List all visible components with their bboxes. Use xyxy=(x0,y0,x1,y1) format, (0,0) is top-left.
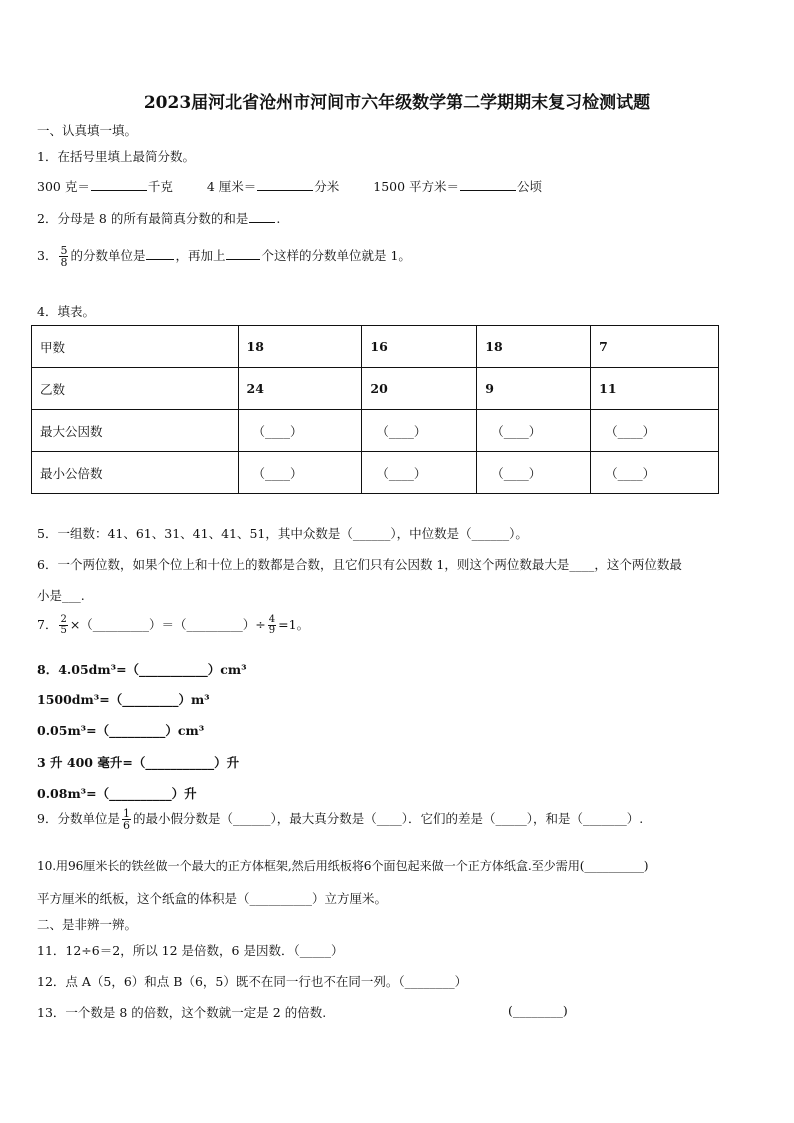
q3-blank-1[interactable] xyxy=(146,247,174,260)
q2-end: . xyxy=(276,211,281,226)
table-cell: 9 xyxy=(477,368,591,410)
row-label: 最大公因数 xyxy=(32,410,239,452)
table-cell: 18 xyxy=(477,326,591,368)
row-label: 乙数 xyxy=(32,368,239,410)
q9-fraction-numerator: 1 xyxy=(122,807,130,820)
table-cell: 11 xyxy=(591,368,719,410)
q7-fraction-2 xyxy=(268,615,276,636)
table-cell: 7 xyxy=(591,326,719,368)
question-8-line-3: 0.05m³=（_________）cm³ xyxy=(37,723,205,738)
q7-f2-numerator: 4 xyxy=(268,614,276,625)
question-5: 5．一组数：41、61、31、41、41、51，其中众数是（______），中位数是（______）。 xyxy=(37,526,528,541)
table-row xyxy=(32,368,719,410)
q3-fraction-numerator: 5 xyxy=(60,244,68,257)
section-heading-1: 一、认真填一填。 xyxy=(37,123,138,138)
question-13: 13．一个数是 8 的倍数，这个数就一定是 2 的倍数. xyxy=(37,1005,327,1020)
q7-number: 7． xyxy=(37,617,58,632)
q1-a-suffix: 千克 xyxy=(147,179,173,194)
table-cell: 18 xyxy=(238,326,362,368)
page-title: 2023届河北省沧州市河间市六年级数学第二学期期末复习检测试题 xyxy=(143,93,651,113)
answer-blank[interactable]: （____） xyxy=(362,410,477,452)
question-6-line-1: 6．一个两位数，如果个位上和十位上的数都是合数，且它们只有公因数 1，则这个两位数最大是____，这个两位数最 xyxy=(37,557,682,572)
question-3 xyxy=(37,245,411,268)
question-2 xyxy=(37,209,280,227)
q9-fraction xyxy=(122,808,131,831)
q1-a-prefix: 300 克＝ xyxy=(37,179,90,194)
question-8-line-1: 8．4.05dm³=（___________）cm³ xyxy=(37,662,247,677)
q3-text-a: 的分数单位是 xyxy=(70,248,146,263)
question-10-line-1: 10.用96厘米长的铁丝做一个最大的正方体框架,然后用纸板将6个面包起来做一个正方体纸盒.至少需用(__________) xyxy=(37,859,649,873)
question-8-line-2: 1500dm³=（_________）m³ xyxy=(37,692,210,707)
answer-blank[interactable]: （____） xyxy=(362,452,477,494)
q3-fraction xyxy=(59,245,68,268)
question-7 xyxy=(37,615,309,636)
q3-text-c: 个这样的分数单位就是 1。 xyxy=(261,248,411,263)
table-row xyxy=(32,326,719,368)
q1-c-suffix: 公顷 xyxy=(517,179,543,194)
q9-prefix: 9．分数单位是 xyxy=(37,811,120,826)
q7-fraction-1 xyxy=(59,615,67,636)
question-6-line-2: 小是___. xyxy=(37,588,85,603)
q3-text-b: ，再加上 xyxy=(175,248,226,263)
q7-f2-denominator: 9 xyxy=(268,625,276,636)
answer-blank[interactable]: （____） xyxy=(477,452,591,494)
q1-c-blank[interactable] xyxy=(460,178,516,191)
question-13-blank[interactable]: (________) xyxy=(508,1003,568,1018)
q3-blank-2[interactable] xyxy=(226,247,260,260)
table-cell: 16 xyxy=(362,326,477,368)
question-4: 4．填表。 xyxy=(37,304,95,319)
table-cell: 20 xyxy=(362,368,477,410)
answer-blank[interactable]: （____） xyxy=(477,410,591,452)
q7-f1-denominator: 5 xyxy=(60,625,67,636)
table-row xyxy=(32,452,719,494)
q9-text: 的最小假分数是（______），最大真分数是（____）．它们的差是（_____），和是（_______）. xyxy=(132,811,644,826)
q1-b-suffix: 分米 xyxy=(314,179,340,194)
question-8-line-4: 3 升 400 毫升=（___________）升 xyxy=(37,755,240,770)
section-heading-2: 二、是非辨一辨。 xyxy=(37,917,138,932)
q3-fraction-denominator: 8 xyxy=(60,256,68,269)
q7-end: =1。 xyxy=(278,617,310,632)
gcd-lcm-table xyxy=(31,325,719,494)
q1-c-prefix: 1500 平方米＝ xyxy=(373,179,460,194)
answer-blank[interactable]: （____） xyxy=(238,452,362,494)
row-label: 最小公倍数 xyxy=(32,452,239,494)
q2-blank[interactable] xyxy=(249,210,275,223)
row-label: 甲数 xyxy=(32,326,239,368)
answer-blank[interactable]: （____） xyxy=(591,410,719,452)
answer-blank[interactable]: （____） xyxy=(591,452,719,494)
q7-f1-numerator: 2 xyxy=(60,614,67,625)
table-row xyxy=(32,410,719,452)
question-12: 12．点 A（5，6）和点 B（6，5）既不在同一行也不在同一列。（________） xyxy=(37,974,468,989)
q1-a-blank[interactable] xyxy=(91,178,147,191)
question-1-items xyxy=(37,177,542,195)
answer-blank[interactable]: （____） xyxy=(238,410,362,452)
q1-b-prefix: 4 厘米＝ xyxy=(206,179,257,194)
question-10-line-2: 平方厘米的纸板，这个纸盒的体积是（__________）立方厘米。 xyxy=(37,891,388,906)
question-8-line-5: 0.08m³=（__________）升 xyxy=(37,786,197,801)
question-11: 11．12÷6＝2，所以 12 是倍数，6 是因数．（_____） xyxy=(37,943,344,958)
question-9 xyxy=(37,808,643,831)
question-1: 1．在括号里填上最简分数。 xyxy=(37,149,195,164)
q7-middle: ×（_________）＝（_________）÷ xyxy=(69,617,266,632)
q3-number: 3． xyxy=(37,248,58,263)
q1-b-blank[interactable] xyxy=(257,178,313,191)
q9-fraction-denominator: 6 xyxy=(122,819,130,832)
q2-text: 2．分母是 8 的所有最简真分数的和是 xyxy=(37,211,249,226)
table-cell: 24 xyxy=(238,368,362,410)
